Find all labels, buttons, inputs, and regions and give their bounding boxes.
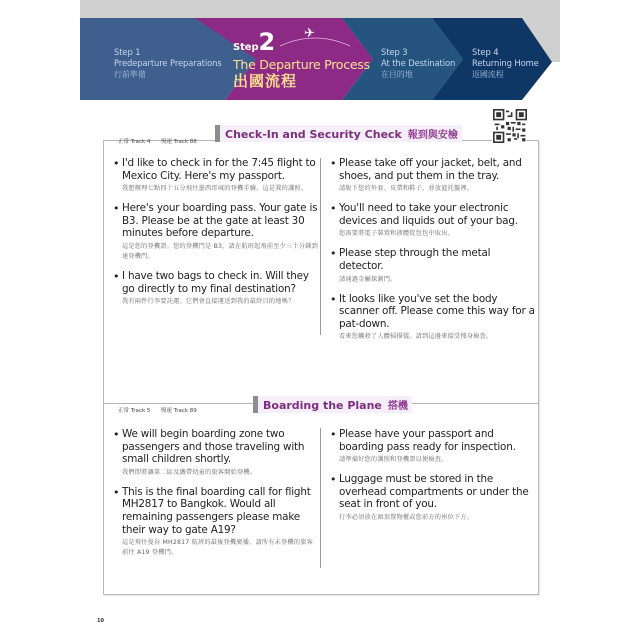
page-number: 10 bbox=[97, 618, 104, 624]
phrase-item bbox=[329, 202, 535, 239]
phrase-en: Here's your boarding pass. Your gate is B3. Please be at the gate at least 30 minutes before departure. bbox=[122, 202, 318, 240]
phrase-en: This is the final boarding call for flight MH2817 to Bangkok. Would all remaining passengers please make their way to gate A19? bbox=[122, 485, 311, 536]
phrase-en: It looks like you've set the body scanner off. Please come this way for a pat-down. bbox=[339, 292, 535, 330]
phrase-zh: 請脫下您的外套、皮帶和鞋子，並放進托盤裡。 bbox=[339, 185, 474, 193]
heading-bar bbox=[253, 396, 258, 413]
section-2-left-column bbox=[112, 428, 318, 566]
phrase-en: You'll need to take your electronic devices and liquids out of your bag. bbox=[339, 202, 518, 227]
step-3-label: Step 3 bbox=[381, 47, 408, 57]
step-3-title: At the Destination bbox=[381, 58, 456, 68]
section-2-rule-left bbox=[103, 403, 253, 404]
phrase-en: Luggage must be stored in the overhead compartments or under the seat in front of you. bbox=[339, 473, 529, 511]
phrase-item bbox=[112, 202, 318, 262]
phrase-zh: 您需要將電子裝置和液體從包包中取出。 bbox=[339, 230, 454, 238]
phrase-zh: 我有兩件行李要託運。它們會直接運送到我的最終目的地嗎？ bbox=[122, 298, 295, 306]
section-2-title-zh: 搭機 bbox=[387, 401, 408, 412]
section-1-left-column bbox=[112, 157, 318, 315]
step-4-title: Returning Home bbox=[472, 58, 539, 68]
step-3-title-zh: 在目的地 bbox=[381, 70, 413, 79]
track-normal[interactable]: 正常 Track 4 bbox=[118, 139, 151, 145]
step-2-title: The Departure Process bbox=[233, 57, 370, 72]
qr-code-icon[interactable] bbox=[493, 109, 527, 143]
step-1-label: Step 1 bbox=[114, 47, 141, 57]
phrase-item bbox=[329, 157, 535, 194]
bullet: • bbox=[330, 202, 337, 216]
section-1-right-column bbox=[329, 157, 535, 350]
step-4-title-zh: 返國流程 bbox=[472, 70, 504, 79]
airplane-icon: ✈ bbox=[304, 26, 315, 41]
bullet: • bbox=[113, 202, 120, 216]
bullet: • bbox=[330, 157, 337, 170]
step-2-label: Step bbox=[233, 42, 259, 53]
track-slow[interactable]: 慢速 Track 88 bbox=[160, 139, 197, 145]
phrase-zh: 我們即將讓第二區及攜帶幼童的旅客開始登機。 bbox=[122, 468, 257, 476]
phrase-item bbox=[112, 428, 318, 478]
phrase-zh: 行李必須放在頭頂置物櫃或您前方的座位下方。 bbox=[339, 513, 474, 521]
phrase-item bbox=[329, 293, 535, 343]
phrase-en: We will begin boarding zone two passengers and those traveling with small children shortly. bbox=[122, 428, 305, 466]
phrase-zh: 請通過金屬探測門。 bbox=[339, 275, 397, 283]
bullet: • bbox=[113, 269, 120, 283]
step-4-label: Step 4 bbox=[472, 47, 499, 57]
phrase-item bbox=[329, 473, 535, 523]
phrase-zh: 這是您的登機證。您的登機門是 B3。請在航班起飛前至少三十分鐘到達登機門。 bbox=[122, 242, 318, 260]
phrase-item bbox=[329, 428, 535, 465]
bullet: • bbox=[113, 157, 120, 170]
bullet: • bbox=[330, 428, 337, 441]
phrase-zh: 請準備好您的護照和登機證以便檢查。 bbox=[339, 456, 448, 464]
bullet: • bbox=[330, 473, 337, 487]
step-3[interactable] bbox=[381, 47, 455, 80]
track-slow[interactable]: 慢速 Track 89 bbox=[160, 408, 197, 414]
bullet: • bbox=[113, 485, 120, 499]
phrase-zh: 看來您觸發了人體掃描儀。請到這邊來接受搜身檢查。 bbox=[339, 333, 493, 341]
phrase-en: Please take off your jacket, belt, and shoes, and put them in the tray. bbox=[339, 157, 522, 182]
phrase-zh: 這是飛往曼谷 MH2817 航班的最後登機廣播。請所有未登機的旅客前往 A19 登機門。 bbox=[122, 539, 313, 557]
step-2-title-zh: 出國流程 bbox=[233, 72, 298, 90]
section-1-rule-right bbox=[526, 140, 538, 141]
phrase-en: I'd like to check in for the 7:45 flight to Mexico City. Here's my passport. bbox=[122, 157, 316, 182]
phrase-item bbox=[112, 486, 318, 558]
section-1-title: Check-In and Security Check 報到與安檢 bbox=[225, 128, 458, 141]
bullet: • bbox=[113, 428, 120, 441]
section-2-column-divider bbox=[320, 428, 321, 568]
phrase-en: Please have your passport and boarding pass ready for inspection. bbox=[339, 428, 516, 453]
phrase-en: Please step through the metal detector. bbox=[339, 247, 491, 272]
step-banner bbox=[80, 18, 560, 100]
step-1[interactable] bbox=[114, 47, 222, 80]
section-1-column-divider bbox=[320, 158, 321, 335]
step-2-number: 2 bbox=[258, 28, 276, 56]
section-2-title: Boarding the Plane 搭機 bbox=[263, 399, 408, 412]
section-1-title-zh: 報到與安檢 bbox=[407, 130, 458, 141]
phrase-item bbox=[112, 157, 318, 194]
bullet: • bbox=[330, 292, 337, 306]
phrase-en: I have two bags to check in. Will they go directly to my final destination? bbox=[122, 269, 309, 295]
heading-bar bbox=[215, 125, 220, 142]
section-2-heading bbox=[253, 396, 412, 413]
step-1-title: Predeparture Preparations bbox=[114, 58, 222, 68]
bullet: • bbox=[330, 247, 337, 261]
step-4[interactable] bbox=[472, 47, 539, 80]
phrase-item bbox=[112, 270, 318, 307]
track-normal[interactable]: 正常 Track 5 bbox=[118, 408, 151, 414]
section-2-right-column bbox=[329, 428, 535, 531]
step-2-current[interactable] bbox=[233, 28, 370, 90]
section-1-tracks bbox=[118, 137, 197, 145]
section-1-heading bbox=[215, 125, 462, 142]
section-2-tracks bbox=[118, 406, 197, 414]
phrase-item bbox=[329, 247, 535, 284]
step-1-title-zh: 行前準備 bbox=[114, 70, 146, 79]
phrase-zh: 我想辦理七點四十五分飛往墨西哥城的登機手續。這是我的護照。 bbox=[122, 185, 308, 193]
